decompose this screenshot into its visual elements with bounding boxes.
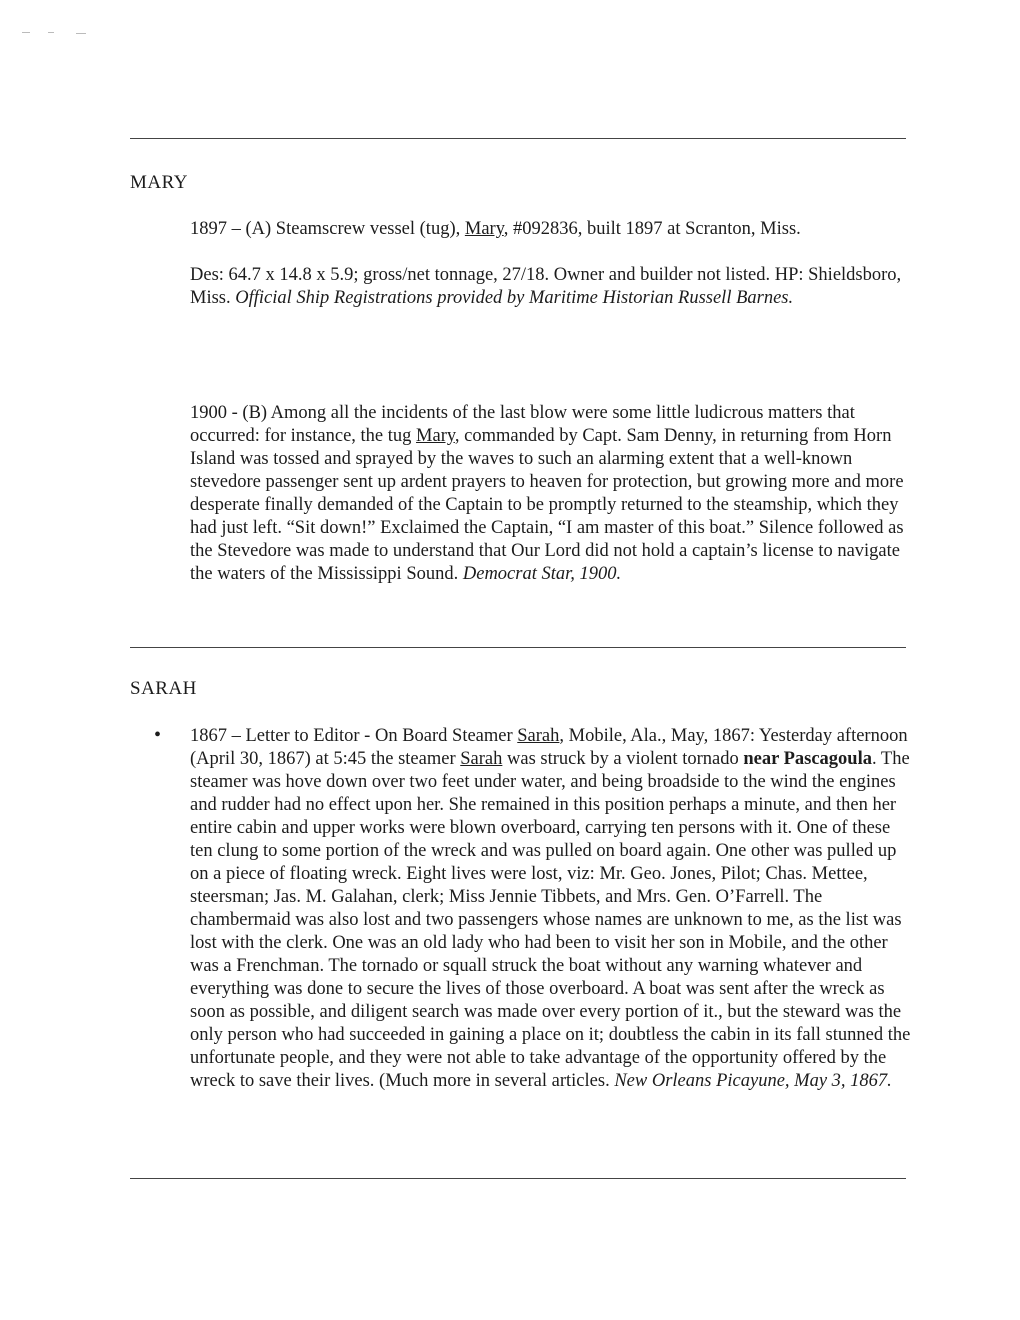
vessel-name: Sarah	[460, 749, 503, 769]
section-divider-bottom	[130, 1178, 906, 1179]
entry-1867	[190, 725, 915, 1093]
source-citation: New Orleans Picayune, May 3, 1867.	[614, 1071, 892, 1091]
entry-1897-line	[190, 218, 915, 241]
entry-text: , commanded by Capt. Sam Denny, in returning from Horn Island was tossed and sprayed by the waves to such an alarming extent that a well-known stevedore passenger sent up ardent prayers to heaven for protection, but growing more and more desperate finally demanded of the Captain to be promptly returned to the steamship, which they had just left. “Sit down!” Exclaimed the Captain, “I am master of this boat.” Silence followed as the Stevedore was made to understand that Our Lord did not hold a captain’s license to navigate the waters of the Mississippi Sound.	[190, 426, 904, 584]
vessel-name: Mary	[416, 426, 455, 446]
scan-speck	[76, 33, 86, 34]
scan-speck	[48, 32, 54, 33]
vessel-name: Mary	[464, 219, 504, 239]
source-citation: Official Ship Registrations provided by Maritime Historian Russell Barnes.	[235, 288, 794, 308]
entry-1900	[190, 402, 915, 586]
vessel-name: Sarah	[517, 726, 560, 746]
section-heading-sarah: SARAH	[130, 678, 197, 699]
section-divider-top	[130, 138, 906, 139]
entry-text: was struck by a violent tornado	[502, 749, 744, 769]
entry-1897-description	[190, 264, 915, 310]
section-heading-mary: MARY	[130, 172, 188, 193]
source-citation: Democrat Star, 1900.	[462, 564, 622, 584]
scan-speck	[22, 32, 30, 33]
entry-text: , #092836, built 1897 at Scranton, Miss.	[503, 219, 801, 239]
entry-text: , Mobile, Ala., May, 1867: Yesterday afternoon (April 30, 1867) at 5:45 the steamer	[190, 726, 908, 769]
bullet-marker: •	[154, 724, 162, 746]
entry-text: . The steamer was hove down over two feet under water, and being broadside to the wind the engines and rudder had no effect upon her. She remained in this position perhaps a minute, and then her entire cabin and upper works were blown overboard, carrying ten persons with it. One of these ten clung to some portion of the wreck and was pulled on board again. One other was pulled up on a piece of floating wreck. Eight lives were lost, viz: Mr. Geo. Jones, Pilot; Chas. Mettee, steersman; Jas. M. Galahan, clerk; Miss Jennie Tibbets, and Mrs. Gen. O’Farrell. The chambermaid was also lost and two passengers whose names are unknown to me, as the list was lost with the clerk. One was an old lady who had been to visit her son in Mobile, and the other was a Frenchman. The tornado or squall struck the boat without any warning whatever and everything was done to secure the lives of those overboard. A boat was sent after the wreck as soon as possible, and diligent search was made over every portion of it., but the steward was the only person who had succeeded in gaining a place on it; doubtless the cabin in its fall stunned the unfortunate people, and they were not able to take advantage of the opportunity offered by the wreck to save their lives. (Much more in several articles.	[190, 749, 911, 1091]
entry-text: 1900 - (B) Among all the incidents of the last blow were some little ludicrous matters that occurred: for instance, the tug	[190, 403, 855, 446]
section-divider-middle	[130, 647, 906, 648]
location-emphasis: near Pascagoula	[743, 749, 872, 769]
entry-text: 1867 – Letter to Editor - On Board Steamer	[190, 726, 518, 746]
entry-text: Des: 64.7 x 14.8 x 5.9; gross/net tonnage, 27/18. Owner and builder not listed. HP: Shieldsboro, Miss.	[190, 265, 902, 308]
entry-text: 1897 – (A) Steamscrew vessel (tug),	[190, 219, 465, 239]
